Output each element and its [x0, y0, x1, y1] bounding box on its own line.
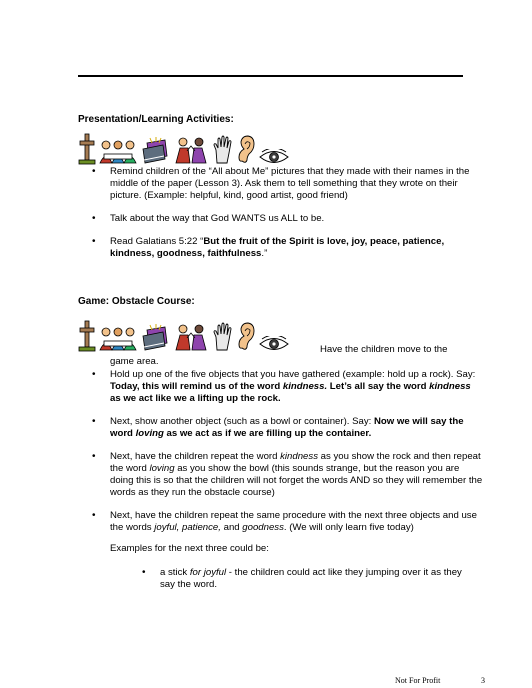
children-reading-icon	[98, 139, 138, 165]
text-run: loving	[135, 428, 164, 439]
text-run: as we act as if we are filling up the container.	[163, 428, 372, 439]
ear-icon	[236, 135, 256, 165]
children-reading-icon	[98, 326, 138, 352]
page-number: 3	[481, 676, 485, 685]
text-run: for joyful	[189, 567, 227, 578]
raised-hand-icon	[212, 322, 234, 352]
text-run: Now we will say the word	[110, 416, 464, 439]
game-intro-text: Have the children move to the	[320, 344, 448, 355]
list-item	[142, 567, 477, 591]
text-run: as we act like we a lifting up the rock.	[110, 393, 281, 404]
text-run: kindness	[429, 381, 471, 392]
eye-icon	[258, 149, 290, 165]
activity-icons-row	[78, 318, 290, 352]
game-steps-list	[92, 369, 484, 545]
praying-children-icon	[172, 137, 210, 165]
text-run: as you show the bowl (this sounds strange, but the reason you are doing this is so that the children will not forget the words AND so they will remember the words as they run the obstacle course)	[110, 463, 483, 498]
list-item	[92, 213, 484, 225]
bible-icon	[140, 324, 170, 352]
eye-icon	[258, 336, 290, 352]
text-run: Next, show another object (such as a bowl or container). Say:	[110, 416, 374, 427]
bible-icon	[140, 137, 170, 165]
list-item	[92, 369, 484, 405]
game-intro-continued: game area.	[110, 356, 159, 367]
text-run: Remind children of the “All about Me” pictures that they made with their names in the middle of the paper (Lesson 3). Ask them to tell something that they wrote on their picture. (Example: helpful, kind, good artist, good friend)	[110, 166, 470, 201]
cross-icon	[78, 133, 96, 165]
text-run: Let’s all say the word	[327, 381, 430, 392]
raised-hand-icon	[212, 135, 234, 165]
examples-list	[142, 567, 477, 602]
praying-children-icon	[172, 324, 210, 352]
ear-icon	[236, 322, 256, 352]
text-run: .”	[261, 248, 268, 259]
list-item	[92, 236, 484, 260]
examples-intro: Examples for the next three could be:	[110, 543, 269, 554]
cross-icon	[78, 320, 96, 352]
text-run: Next, have the children repeat the same procedure with the next three objects and use the words	[110, 510, 477, 533]
text-run: as you show the rock and then repeat the word	[110, 451, 481, 474]
text-run: a stick	[160, 567, 190, 578]
section-heading-presentation: Presentation/Learning Activities:	[78, 114, 234, 125]
text-run: loving	[149, 463, 175, 474]
text-run: Read Galatians 5:22 “	[110, 236, 204, 247]
list-item	[92, 416, 484, 440]
section-heading-game: Game: Obstacle Course:	[78, 296, 195, 307]
text-run: Talk about the way that God WANTS us ALL to be.	[110, 213, 325, 224]
list-item	[92, 451, 484, 499]
text-run: joyful, patience,	[154, 522, 221, 533]
text-run: Hold up one of the five objects that you have gathered (example: hold up a rock). Say:	[110, 369, 476, 380]
activity-icons-row	[78, 131, 290, 165]
text-run: Today, this will remind us of the word	[110, 381, 283, 392]
text-run: kindness	[280, 451, 318, 462]
list-item	[92, 510, 484, 534]
footer-note: Not For Profit	[395, 676, 441, 685]
text-run: Next, have the children repeat the word	[110, 451, 281, 462]
top-rule	[78, 75, 463, 77]
text-run: - the children could act like they jumping over it as they say the word.	[160, 567, 462, 590]
text-run: . (We will only learn five today)	[283, 522, 414, 533]
text-run: and	[220, 522, 243, 533]
text-run: But the fruit of the Spirit is love, joy, peace, patience, kindness, goodness, faithfulness	[110, 236, 445, 259]
list-item	[92, 166, 484, 202]
text-run: kindness.	[282, 381, 328, 392]
presentation-list	[92, 166, 484, 271]
text-run: goodness	[242, 522, 284, 533]
